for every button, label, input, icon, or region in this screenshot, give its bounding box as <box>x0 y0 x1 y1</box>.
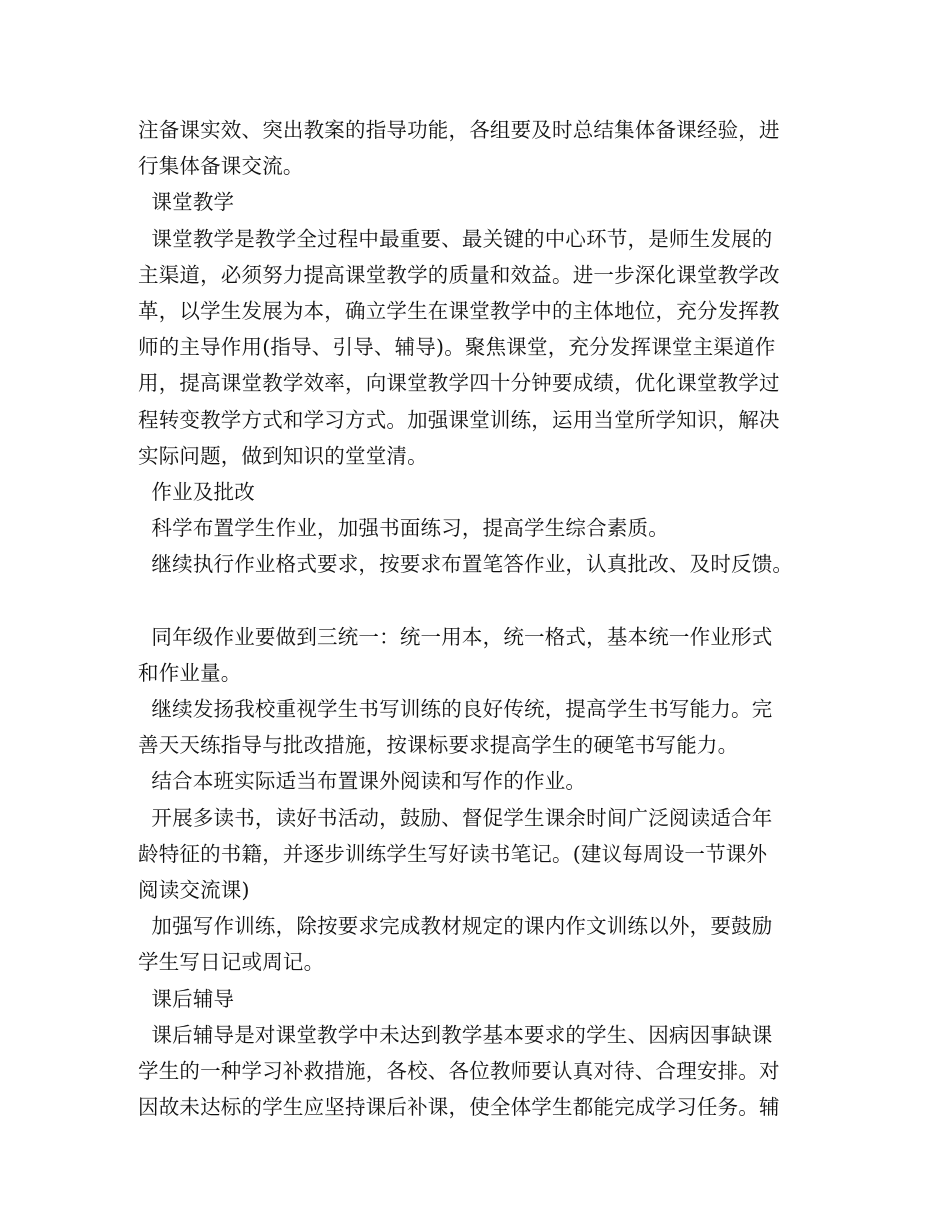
text-line: 龄特征的书籍，并逐步训练学生写好读书笔记。(建议每周设一节课外 <box>138 841 768 866</box>
section-heading-classroom-teaching: 课堂教学 <box>138 190 235 215</box>
text-line: 科学布置学生作业，加强书面练习，提高学生综合素质。 <box>138 516 669 541</box>
text-line: 继续执行作业格式要求，按要求布置笔答作业，认真批改、及时反馈。 <box>138 552 794 577</box>
text-line: 结合本班实际适当布置课外阅读和写作的作业。 <box>138 769 587 794</box>
text-line: 实际问题，做到知识的堂堂清。 <box>138 443 428 468</box>
text-line: 主渠道，必须努力提高课堂教学的质量和效益。进一步深化课堂教学改 <box>138 262 780 287</box>
section-heading-after-class-tutoring: 课后辅导 <box>138 986 235 1011</box>
text-line: 同年级作业要做到三统一：统一用本，统一格式，基本统一作业形式 <box>138 624 773 649</box>
text-line: 和作业量。 <box>138 660 242 685</box>
text-line: 程转变教学方式和学习方式。加强课堂训练，运用当堂所学知识，解决 <box>138 407 780 432</box>
text-line: 学生写日记或周记。 <box>138 950 325 975</box>
text-line: 阅读交流课) <box>138 877 250 902</box>
text-line: 注备课实效、突出教案的指导功能，各组要及时总结集体备课经验，进 <box>138 118 780 142</box>
text-line: 革，以学生发展为本，确立学生在课堂教学中的主体地位，充分发挥教 <box>138 298 780 323</box>
text-line: 师的主导作用(指导、引导、辅导)。聚焦课堂，充分发挥课堂主渠道作 <box>138 335 776 360</box>
text-line: 用，提高课堂教学效率，向课堂教学四十分钟要成绩，优化课堂教学过 <box>138 371 780 396</box>
text-line: 继续发扬我校重视学生书写训练的良好传统，提高学生书写能力。完 <box>138 697 773 721</box>
text-line: 课后辅导是对课堂教学中未达到教学基本要求的学生、因病因事缺课 <box>138 1022 773 1047</box>
text-line: 课堂教学是教学全过程中最重要、最关键的中心环节，是师生发展的 <box>138 226 773 251</box>
text-line: 开展多读书，读好书活动，鼓励、督促学生课余时间广泛阅读适合年 <box>138 805 773 830</box>
text-line: 学生的一种学习补救措施，各校、各位教师要认真对待、合理安排。对 <box>138 1058 780 1083</box>
text-line: 加强写作训练，除按要求完成教材规定的课内作文训练以外，要鼓励 <box>138 914 773 939</box>
section-heading-homework: 作业及批改 <box>138 479 255 504</box>
document-body <box>138 112 828 1125</box>
text-line: 行集体备课交流。 <box>138 154 304 179</box>
text-line: 善天天练指导与批改措施，按课标要求提高学生的硬笔书写能力。 <box>138 733 739 758</box>
text-line: 因故未达标的学生应坚持课后补课，使全体学生都能完成学习任务。辅 <box>138 1095 780 1120</box>
blank-line <box>138 582 828 618</box>
